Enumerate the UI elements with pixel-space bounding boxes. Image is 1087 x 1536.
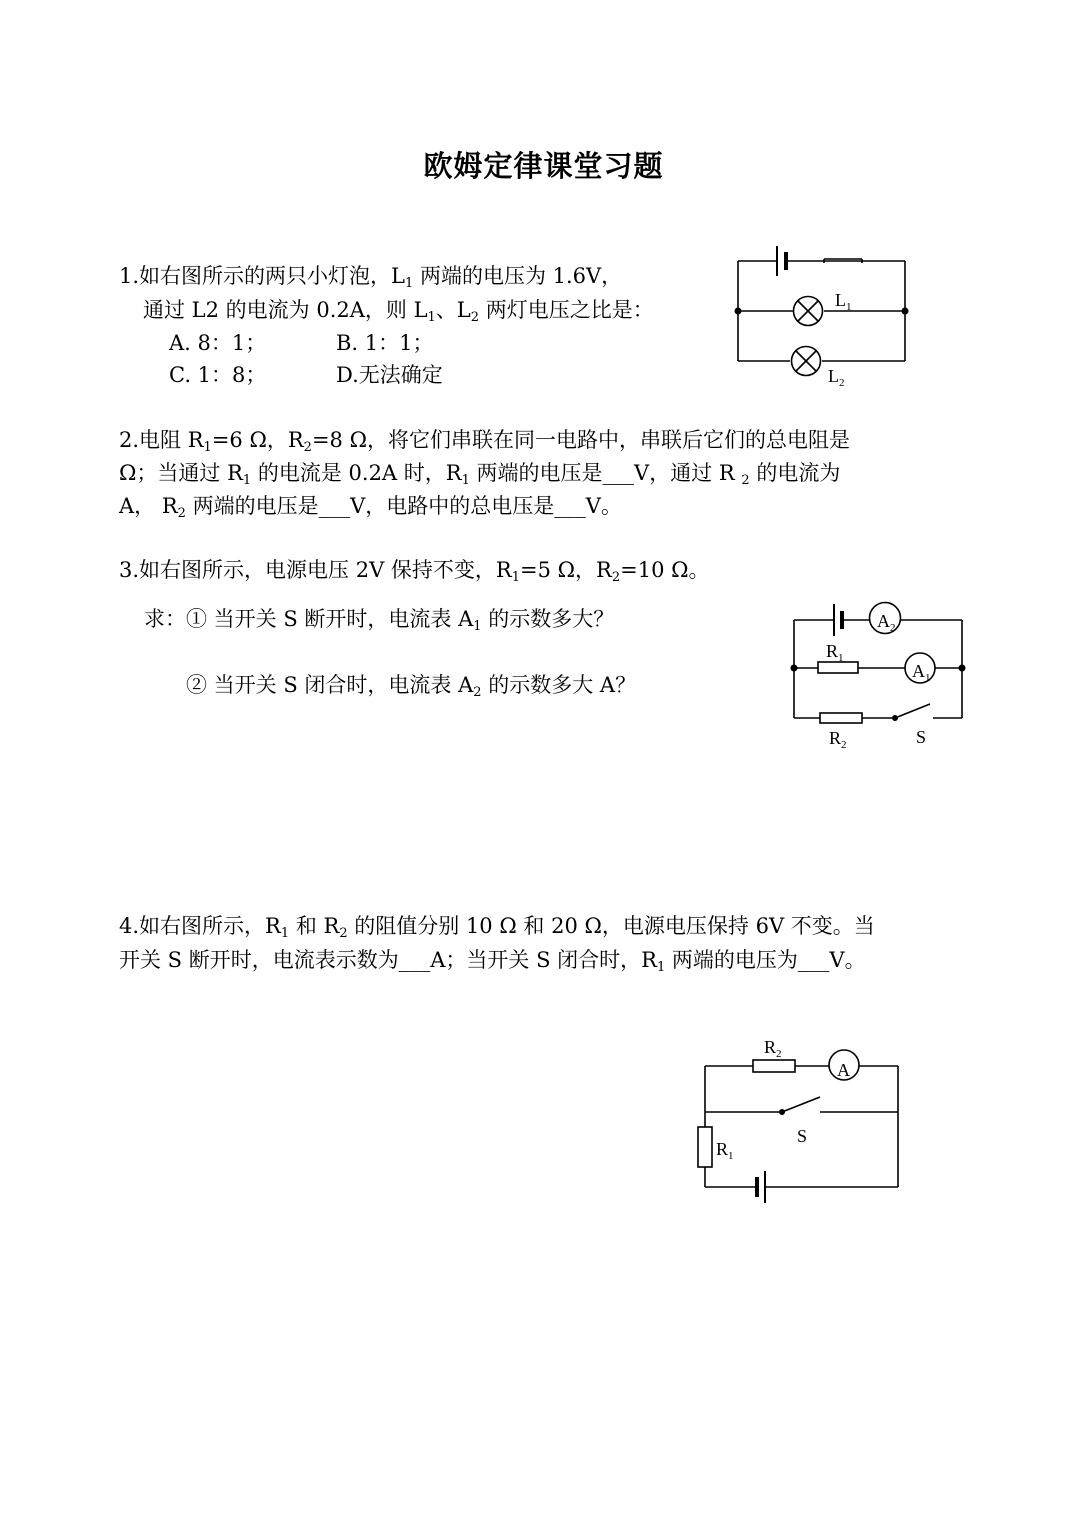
q1-l2-label: $L_2$: [828, 366, 845, 389]
page-title: 欧姆定律课堂习题: [423, 149, 664, 183]
q1-line-1: 1.如右图所示的两只小灯泡，$L_1$ 两端的电压为 1.6V，: [119, 264, 623, 291]
q3-line-3: ② 当开关 S 闭合时，电流表 $A_2$ 的示数多大 A？: [186, 673, 637, 700]
q3-s-label: S: [916, 727, 927, 747]
q2-line-1: 2.电阻 $R_1=6$ Ω，$R_2=8$ Ω，将它们串联在同一电路中，串联后它们的总电阻是: [119, 428, 850, 455]
battery-symbol: [757, 1171, 765, 1203]
battery-symbol: [777, 246, 786, 276]
resistor-r1: [698, 1127, 712, 1167]
q3-r1-label: $R_1$: [826, 641, 844, 664]
q4-s-label: S: [797, 1126, 808, 1146]
q1-line-2: 通过 L2 的电流为 0.2A，则 $L_1$、$L_2$ 两灯电压之比是：: [143, 298, 654, 325]
q4-line-2: 开关 S 断开时，电流表示数为___A；当开关 S 闭合时，$R_1$ 两端的电压为___V。: [119, 948, 866, 975]
switch-s: [782, 1097, 820, 1112]
q2-line-2: Ω；当通过 $R_1$ 的电流是 0.2A 时，$R_1$ 两端的电压是___V，通过 R $_2$ 的电流为: [119, 461, 841, 488]
battery-symbol: [834, 604, 842, 636]
q3-line-2: 求：① 当开关 S 断开时，电流表 $A_1$ 的示数多大？: [144, 607, 615, 634]
q1-option-b: B. 1：1；: [336, 331, 434, 355]
resistor-r2: [820, 713, 862, 723]
q1-option-a: A. 8：1；: [169, 331, 267, 355]
q2-line-3: A， $R_2$ 两端的电压是___V，电路中的总电压是___V。: [119, 494, 622, 521]
lamp-l2-icon: [792, 347, 821, 376]
q3-a1-label: $A_1$: [912, 661, 931, 684]
resistor-r2: [753, 1060, 795, 1072]
q1-l1-label: $L_1$: [835, 290, 852, 313]
q1-circuit: [738, 246, 905, 376]
q3-line-1: 3.如右图所示，电源电压 2V 保持不变，$R_1=5$ Ω，$R_2=10$ Ω。: [119, 558, 710, 585]
q4-r2-label: $R_2$: [764, 1037, 782, 1060]
q3-r2-label: $R_2$: [829, 728, 847, 751]
q1-option-d: D.无法确定: [336, 363, 443, 387]
switch-s: [895, 704, 930, 718]
q1-option-c: C. 1：8；: [169, 363, 267, 387]
q4-line-1: 4.如右图所示，$R_1$ 和 $R_2$ 的阻值分别 10 Ω 和 20 Ω，电源电压保持 6V 不变。当: [119, 914, 875, 941]
lamp-l1-icon: [794, 297, 823, 326]
q3-a2-label: $A_2$: [877, 611, 896, 634]
q4-r1-label: $R_1$: [716, 1139, 734, 1162]
q4-a-label: A: [837, 1060, 850, 1080]
